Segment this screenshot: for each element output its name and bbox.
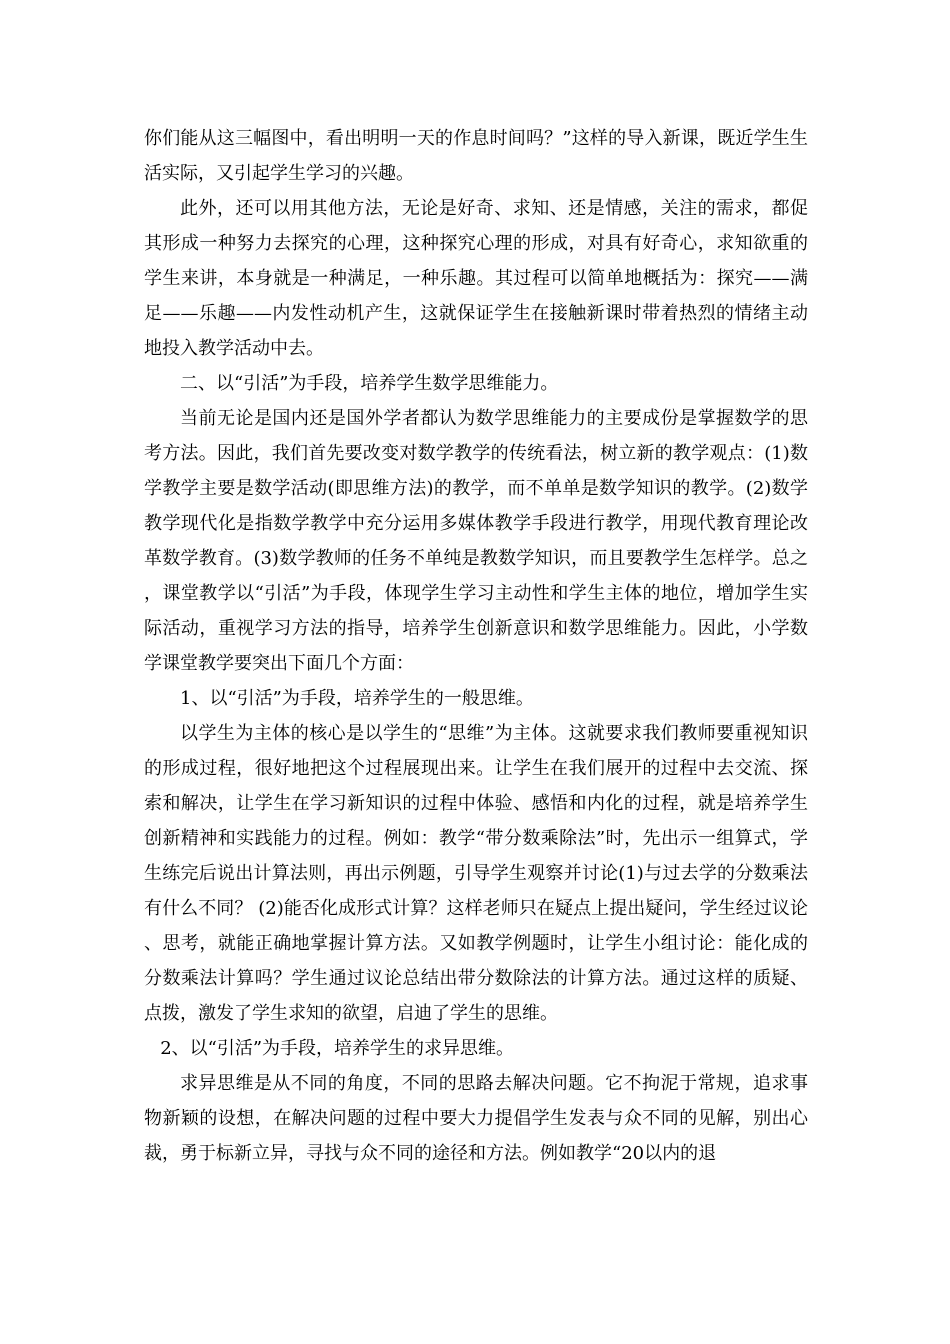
paragraph-divergent-thinking: 求异思维是从不同的角度，不同的思路去解决问题。它不拘泥于常规，追求事物新颖的设想，在解决问题的过程中要大力提倡学生发表与众不同的见解，别出心裁，勇于标新立异，寻找与众不同的途径和方法。例如教学“20以内的退 bbox=[144, 1073, 808, 1164]
subheading-general-thinking: 1、以“引活”为手段，培养学生的一般思维。 bbox=[180, 688, 534, 709]
paragraph-intro-continuation: 你们能从这三幅图中，看出明明一天的作息时间吗？”这样的导入新课，既近学生生活实际，又引起学生学习的兴趣。 bbox=[144, 128, 808, 184]
paragraph-thinking-ability: 当前无论是国内还是国外学者都认为数学思维能力的主要成份是掌握数学的思考方法。因此，我们首先要改变对数学教学的传统看法，树立新的教学观点：(1)数学教学主要是数学活动(即思维方法)的教学，而不单单是数学知识的教学。(2)数学教学现代化是指数学教学中充分运用多媒体教学手段进行教学，用现代教育理论改革数学教育。(3)数学教师的任务不单纯是教数学知识，而且要教学生怎样学。总之，课堂教学以“引活”为手段，体现学生学习主动性和学生主体的地位，增加学生实际活动，重视学习方法的指导，培养学生创新意识和数学思维能力。因此，小学数学课堂教学要突出下面几个方面： bbox=[144, 408, 808, 674]
subheading-divergent-thinking: 2、以“引活”为手段，培养学生的求异思维。 bbox=[160, 1038, 515, 1059]
section-heading-2: 二、以“引活”为手段，培养学生数学思维能力。 bbox=[180, 373, 559, 394]
paragraph-other-methods: 此外，还可以用其他方法，无论是好奇、求知、还是情感，关注的需求，都促其形成一种努力去探究的心理，这种探究心理的形成，对具有好奇心，求知欲重的学生来讲，本身就是一种满足，一种乐趣。其过程可以简单地概括为：探究——满足——乐趣——内发性动机产生，这就保证学生在接触新课时带着热烈的情绪主动地投入教学活动中去。 bbox=[144, 198, 808, 359]
document-body bbox=[144, 121, 808, 1171]
paragraph-general-thinking: 以学生为主体的核心是以学生的“思维”为主体。这就要求我们教师要重视知识的形成过程，很好地把这个过程展现出来。让学生在我们展开的过程中去交流、探索和解决，让学生在学习新知识的过程中体验、感悟和内化的过程，就是培养学生创新精神和实践能力的过程。例如：教学“带分数乘除法”时，先出示一组算式，学生练完后说出计算法则，再出示例题，引导学生观察并讨论(1)与过去学的分数乘法有什么不同？ (2)能否化成形式计算？这样老师只在疑点上提出疑问，学生经过议论、思考，就能正确地掌握计算方法。又如教学例题时，让学生小组讨论：能化成的分数乘法计算吗？学生通过议论总结出带分数除法的计算方法。通过这样的质疑、点拨，激发了学生求知的欲望，启迪了学生的思维。 bbox=[144, 723, 808, 1024]
